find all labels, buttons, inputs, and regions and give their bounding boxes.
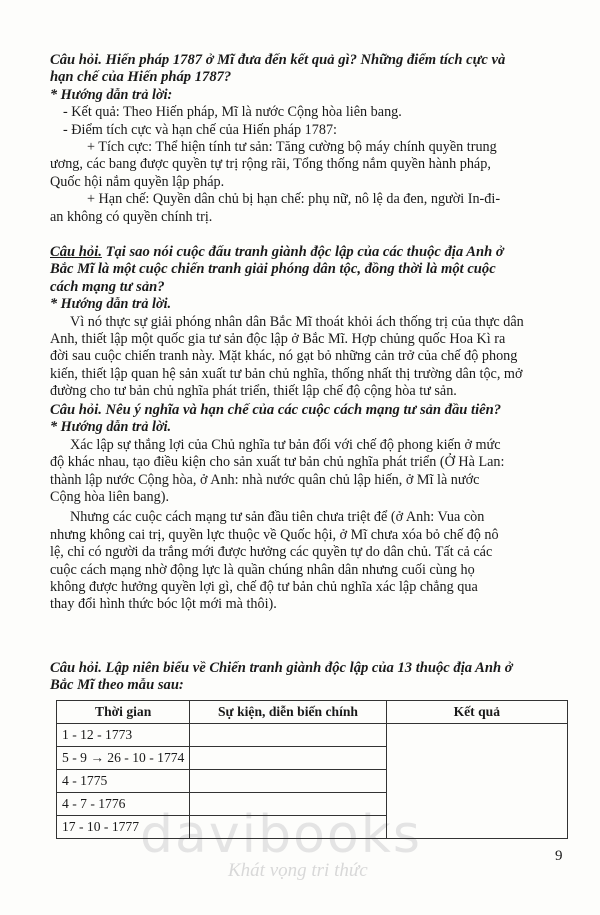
answer-line: đời sau cuộc chiến tranh này. Mặt khác, nó gạt bỏ những cản trở của chế độ phong [50,348,518,365]
question-3-title: Câu hỏi. Nêu ý nghĩa và hạn chế của các cuộc cách mạng tư sản đầu tiên? [50,402,502,418]
question-2-title-line-1 [50,244,570,261]
answer-line: Nhưng các cuộc cách mạng tư sản đầu tiên chưa triệt để (ở Anh: Vua còn [70,509,485,526]
question-1-title-line-2: hạn chế của Hiến pháp 1787? [50,69,232,86]
question-label: Câu hỏi. [50,244,102,260]
question-2-title-text: Tại sao nói cuộc đấu tranh giành độc lập của các thuộc địa Anh ở [101,244,504,260]
table-cell-time: 4 - 1775 [57,770,190,793]
question-4-title-line-1: Câu hỏi. Lập niên biểu về Chiến tranh giành độc lập của 13 thuộc địa Anh ở [50,660,513,676]
question-2 [50,244,570,401]
answer-line: + Hạn chế: Quyền dân chủ bị hạn chế: phụ nữ, nô lệ da đen, người In-đi- [87,191,501,208]
answer-line: lệ, chỉ có người da trắng mới được hưởng các quyền tự do dân chủ. Tất cả các [50,544,493,561]
table-cell-event [190,747,386,770]
answer-line: đường cho tư bản chủ nghĩa phát triển, thiết lập chế độ cộng hòa tư sản. [50,383,457,400]
answer-line: Anh, thiết lập một quốc gia tư sản độc lập ở Bắc Mĩ. Hợp chủng quốc Hoa Kì ra [50,331,506,348]
table-cell-time: 17 - 10 - 1777 [57,816,190,839]
watermark-brand: davibooks [140,805,422,865]
table-cell-result [386,724,567,839]
answer-line: ương, các bang được quyền tự trị rộng rãi, Tổng thống nắm quyền hành pháp, [50,156,491,173]
table-cell-time: 4 - 7 - 1776 [57,793,190,816]
question-2-title-line-3: cách mạng tư sản? [50,278,165,295]
answer-line: + Tích cực: Thể hiện tính tư sản: Tăng cường bộ máy chính quyền trung [87,139,497,156]
timeline-table [56,700,568,839]
answer-guide-heading: * Hướng dẫn trả lời. [50,419,172,436]
table-header-events: Sự kiện, diễn biến chính [190,701,386,724]
answer-line: Xác lập sự thắng lợi của Chủ nghĩa tư bản đối với chế độ phong kiến ở mức [70,436,501,453]
table-cell-event [190,770,386,793]
answer-line: không được hưởng quyền lợi gì, chế độ tư bản chủ nghĩa xác lập chẳng qua [50,579,478,596]
answer-line: thay đổi hình thức bóc lột mới mà thôi). [50,596,277,613]
question-2-title-line-2: Bắc Mĩ là một cuộc chiến tranh giải phóng dân tộc, đồng thời là một cuộc [50,261,496,278]
answer-line: - Kết quả: Theo Hiến pháp, Mĩ là nước Cộng hòa liên bang. [63,104,402,121]
answer-line: Vì nó thực sự giải phóng nhân dân Bắc Mĩ thoát khỏi ách thống trị của thực dân [70,313,524,330]
answer-line: nhưng không cai trị, quyền lực thuộc về Quốc hội, ở Mĩ chưa xóa bỏ chế độ nô [50,526,499,543]
question-4 [50,660,570,695]
question-4-title-line-2: Bắc Mĩ theo mẫu sau: [50,677,184,694]
answer-guide-heading: * Hướng dẫn trả lời: [50,86,173,103]
table-header-row [57,701,568,724]
table-cell-time: 1 - 12 - 1773 [57,724,190,747]
answer-line: Cộng hòa liên bang). [50,489,169,506]
page-number: 9 [555,848,563,864]
question-1-title-line-1: Câu hỏi. Hiến pháp 1787 ở Mĩ đưa đến kết quả gì? Những điểm tích cực và [50,52,506,68]
table-cell-event [190,816,386,839]
answer-line: độ khác nhau, tạo điều kiện cho sản xuất tư bản chủ nghĩa phát triển (Ở Hà Lan: [50,454,505,471]
question-1 [50,52,570,226]
table-header-result: Kết quả [386,701,567,724]
table-header-time: Thời gian [57,701,190,724]
answer-line: kiến, thiết lập quan hệ sản xuất tư bản chủ nghĩa, thống nhất thị trường dân tộc, mở [50,365,523,382]
question-3 [50,402,570,614]
table-cell-time: 5 - 9 → 26 - 10 - 1774 [57,747,190,770]
watermark-slogan: Khát vọng tri thức [228,860,368,881]
answer-guide-heading: * Hướng dẫn trả lời. [50,296,172,313]
answer-line: thành lập nước Cộng hòa, ở Anh: nhà nước quân chủ lập hiến, ở Mĩ là nước [50,471,480,488]
answer-line: an không có quyền chính trị. [50,208,213,225]
answer-line: cuộc cách mạng nhờ động lực là quần chúng nhân dân nhưng cuối cùng họ [50,561,475,578]
table-cell-event [190,724,386,747]
answer-line: Quốc hội nắm quyền lập pháp. [50,173,225,190]
table-cell-event [190,793,386,816]
table-row [57,724,568,747]
answer-line: - Điểm tích cực và hạn chế của Hiến pháp 1787: [63,121,337,138]
